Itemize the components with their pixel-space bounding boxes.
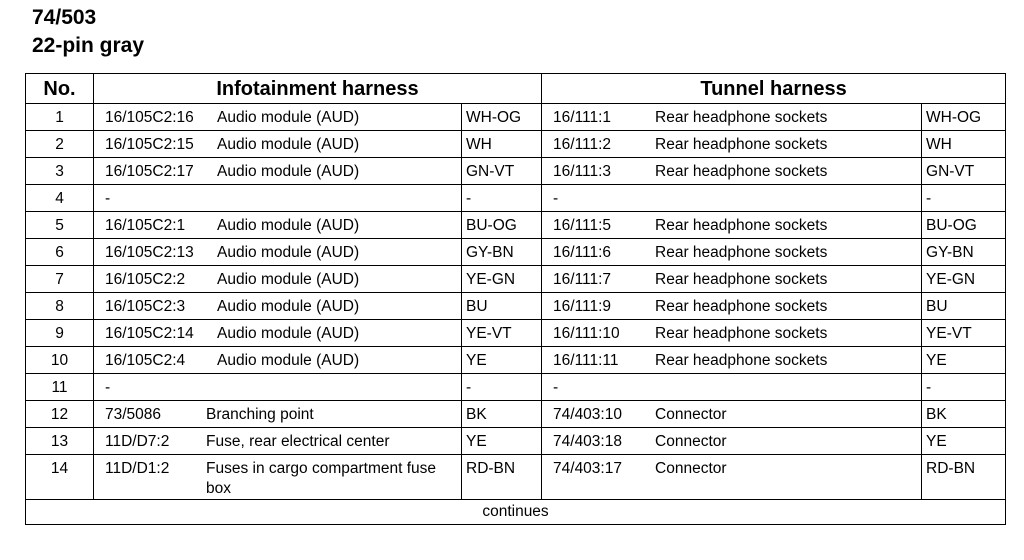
table-footer-row — [26, 500, 1006, 525]
pin-number: 1 — [26, 104, 94, 131]
tunnel-terminal: 74/403:10 — [553, 406, 622, 423]
tunnel-wire-color: YE-GN — [922, 266, 1006, 293]
infotainment-connection — [94, 374, 462, 401]
infotainment-component: Audio module (AUD) — [217, 325, 360, 342]
pin-number: 2 — [26, 131, 94, 158]
pin-number: 13 — [26, 428, 94, 455]
infotainment-terminal: 16/105C2:4 — [105, 352, 186, 369]
infotainment-terminal: 16/105C2:13 — [105, 244, 194, 261]
table-row — [26, 266, 1006, 293]
table-row — [26, 293, 1006, 320]
infotainment-component: Audio module (AUD) — [217, 136, 360, 153]
table-row — [26, 158, 1006, 185]
tunnel-terminal: 16/111:2 — [553, 136, 612, 153]
infotainment-wire-color: WH-OG — [462, 104, 542, 131]
tunnel-connection — [542, 212, 922, 239]
infotainment-connection — [94, 104, 462, 131]
infotainment-terminal: 16/105C2:17 — [105, 163, 194, 180]
tunnel-wire-color: YE — [922, 347, 1006, 374]
infotainment-connection — [94, 239, 462, 266]
tunnel-component: Rear headphone sockets — [655, 244, 828, 261]
pinout-table — [25, 73, 1006, 525]
table-row — [26, 320, 1006, 347]
tunnel-connection — [542, 401, 922, 428]
tunnel-connection — [542, 185, 922, 212]
table-row — [26, 239, 1006, 266]
table-row — [26, 185, 1006, 212]
infotainment-wire-color: RD-BN — [462, 455, 542, 500]
tunnel-wire-color: YE — [922, 428, 1006, 455]
infotainment-terminal: 16/105C2:1 — [105, 217, 186, 234]
tunnel-wire-color: GN-VT — [922, 158, 1006, 185]
tunnel-connection — [542, 158, 922, 185]
infotainment-component: Fuses in cargo compartment fuse box — [206, 460, 437, 497]
connector-id: 74/503 — [32, 6, 97, 29]
tunnel-component: Rear headphone sockets — [655, 325, 828, 342]
tunnel-terminal: 16/111:11 — [553, 352, 619, 369]
tunnel-connection — [542, 293, 922, 320]
infotainment-wire-color: YE-GN — [462, 266, 542, 293]
tunnel-connection — [542, 374, 922, 401]
tunnel-connection — [542, 104, 922, 131]
pin-number: 9 — [26, 320, 94, 347]
infotainment-component: Audio module (AUD) — [217, 298, 360, 315]
tunnel-terminal: 74/403:17 — [553, 460, 622, 477]
infotainment-wire-color: BU — [462, 293, 542, 320]
table-row — [26, 131, 1006, 158]
tunnel-component: Rear headphone sockets — [655, 298, 828, 315]
infotainment-component: Audio module (AUD) — [217, 163, 360, 180]
tunnel-connection — [542, 239, 922, 266]
col-header-no: No. — [26, 74, 94, 104]
infotainment-terminal: 11D/D1:2 — [105, 460, 170, 477]
tunnel-wire-color: - — [922, 374, 1006, 401]
connector-description: 22-pin gray — [32, 34, 145, 57]
infotainment-wire-color: - — [462, 185, 542, 212]
infotainment-connection — [94, 347, 462, 374]
pin-number: 14 — [26, 455, 94, 500]
tunnel-wire-color: RD-BN — [922, 455, 1006, 500]
infotainment-wire-color: BK — [462, 401, 542, 428]
infotainment-terminal: 16/105C2:16 — [105, 109, 194, 126]
infotainment-terminal: 16/105C2:2 — [105, 271, 186, 288]
tunnel-connection — [542, 266, 922, 293]
pin-number: 3 — [26, 158, 94, 185]
infotainment-component: Audio module (AUD) — [217, 217, 360, 234]
table-row — [26, 428, 1006, 455]
tunnel-terminal: 16/111:10 — [553, 325, 620, 342]
infotainment-terminal: - — [105, 379, 111, 396]
tunnel-connection — [542, 455, 922, 500]
infotainment-terminal: 16/105C2:15 — [105, 136, 194, 153]
tunnel-component: Connector — [655, 460, 727, 477]
tunnel-terminal: 16/111:7 — [553, 271, 612, 288]
tunnel-connection — [542, 320, 922, 347]
tunnel-connection — [542, 428, 922, 455]
tunnel-terminal: 16/111:9 — [553, 298, 612, 315]
infotainment-terminal: 16/105C2:14 — [105, 325, 194, 342]
pin-number: 11 — [26, 374, 94, 401]
table-row — [26, 212, 1006, 239]
tunnel-component: Rear headphone sockets — [655, 109, 828, 126]
infotainment-connection — [94, 455, 462, 500]
tunnel-component: Rear headphone sockets — [655, 271, 828, 288]
table-row — [26, 401, 1006, 428]
tunnel-wire-color: WH — [922, 131, 1006, 158]
table-row — [26, 347, 1006, 374]
infotainment-wire-color: BU-OG — [462, 212, 542, 239]
continues-note: continues — [26, 500, 1006, 525]
pin-number: 8 — [26, 293, 94, 320]
infotainment-connection — [94, 320, 462, 347]
infotainment-component: Audio module (AUD) — [217, 109, 360, 126]
infotainment-connection — [94, 212, 462, 239]
tunnel-wire-color: YE-VT — [922, 320, 1006, 347]
tunnel-terminal: - — [553, 190, 559, 207]
pin-number: 7 — [26, 266, 94, 293]
infotainment-wire-color: WH — [462, 131, 542, 158]
col-header-tunnel: Tunnel harness — [542, 74, 1006, 104]
tunnel-terminal: 16/111:1 — [553, 109, 612, 126]
infotainment-wire-color: YE — [462, 428, 542, 455]
tunnel-terminal: 16/111:6 — [553, 244, 612, 261]
infotainment-connection — [94, 401, 462, 428]
tunnel-terminal: 16/111:3 — [553, 163, 612, 180]
pin-number: 10 — [26, 347, 94, 374]
tunnel-component: Rear headphone sockets — [655, 352, 828, 369]
tunnel-component: Rear headphone sockets — [655, 136, 828, 153]
infotainment-wire-color: GN-VT — [462, 158, 542, 185]
infotainment-connection — [94, 293, 462, 320]
tunnel-wire-color: BU-OG — [922, 212, 1006, 239]
infotainment-connection — [94, 428, 462, 455]
infotainment-connection — [94, 158, 462, 185]
infotainment-wire-color: GY-BN — [462, 239, 542, 266]
infotainment-wire-color: YE-VT — [462, 320, 542, 347]
table-header-row — [26, 74, 1006, 104]
infotainment-terminal: 11D/D7:2 — [105, 433, 170, 450]
infotainment-component: Audio module (AUD) — [217, 271, 360, 288]
tunnel-wire-color: GY-BN — [922, 239, 1006, 266]
table-row — [26, 374, 1006, 401]
tunnel-component: Rear headphone sockets — [655, 217, 828, 234]
tunnel-wire-color: - — [922, 185, 1006, 212]
tunnel-wire-color: WH-OG — [922, 104, 1006, 131]
tunnel-terminal: 74/403:18 — [553, 433, 622, 450]
infotainment-connection — [94, 131, 462, 158]
infotainment-terminal: 73/5086 — [105, 406, 162, 423]
tunnel-component: Connector — [655, 406, 727, 423]
pin-number: 12 — [26, 401, 94, 428]
infotainment-connection — [94, 266, 462, 293]
pin-number: 6 — [26, 239, 94, 266]
tunnel-component: Rear headphone sockets — [655, 163, 828, 180]
tunnel-connection — [542, 131, 922, 158]
table-row — [26, 104, 1006, 131]
infotainment-component: Audio module (AUD) — [217, 244, 360, 261]
tunnel-terminal: 16/111:5 — [553, 217, 612, 234]
table-row — [26, 455, 1006, 500]
pin-number: 5 — [26, 212, 94, 239]
tunnel-connection — [542, 347, 922, 374]
infotainment-component: Audio module (AUD) — [217, 352, 360, 369]
infotainment-terminal: - — [105, 190, 111, 207]
infotainment-component: Fuse, rear electrical center — [206, 433, 390, 450]
infotainment-connection — [94, 185, 462, 212]
infotainment-terminal: 16/105C2:3 — [105, 298, 186, 315]
tunnel-terminal: - — [553, 379, 559, 396]
tunnel-component: Connector — [655, 433, 727, 450]
infotainment-component: Branching point — [206, 406, 314, 423]
pin-number: 4 — [26, 185, 94, 212]
infotainment-wire-color: - — [462, 374, 542, 401]
tunnel-wire-color: BU — [922, 293, 1006, 320]
col-header-infotainment: Infotainment harness — [94, 74, 542, 104]
infotainment-wire-color: YE — [462, 347, 542, 374]
tunnel-wire-color: BK — [922, 401, 1006, 428]
